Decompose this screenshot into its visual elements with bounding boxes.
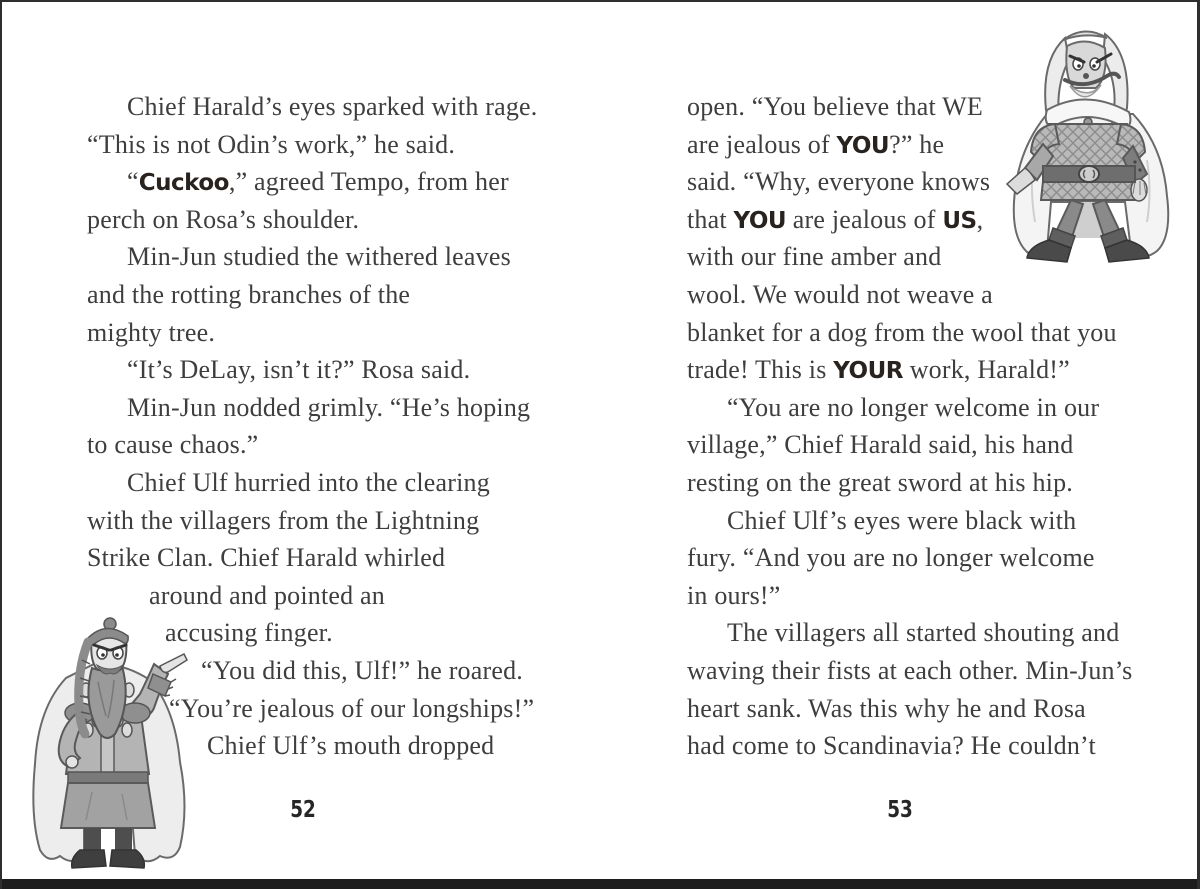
text-line: accusing finger. xyxy=(165,618,333,648)
text-line: Min-Jun nodded grimly. “He’s hoping xyxy=(127,392,531,422)
text-line: resting on the great sword at his hip. xyxy=(687,467,1073,497)
text-line: waving their fists at each other. Min-Jun’s xyxy=(687,655,1133,685)
text-line: had come to Scandinavia? He couldn’t xyxy=(687,731,1096,761)
page-number-left: 52 xyxy=(290,797,316,823)
text-line: mighty tree. xyxy=(87,317,216,347)
text-line: The villagers all started shouting and xyxy=(727,618,1120,648)
text-line: “This is not Odin’s work,” he said. xyxy=(87,129,456,159)
text-line: with our fine amber and xyxy=(687,242,942,272)
emphasis-word: US xyxy=(942,207,977,234)
text-line: around and pointed an xyxy=(149,580,385,610)
text-line: Chief Ulf’s mouth dropped xyxy=(207,731,495,761)
text-line: Min-Jun studied the withered leaves xyxy=(127,242,511,272)
text-line: “Cuckoo,” agreed Tempo, from her xyxy=(127,167,509,197)
text-line: “You are no longer welcome in our xyxy=(727,392,1100,422)
text-line: Strike Clan. Chief Harald whirled xyxy=(87,543,446,573)
text-line: wool. We would not weave a xyxy=(687,279,993,309)
page-number-right: 53 xyxy=(887,797,913,823)
text-line: “It’s DeLay, isn’t it?” Rosa said. xyxy=(127,355,471,385)
text-line: with the villagers from the Lightning xyxy=(87,505,480,535)
text-line: to cause chaos.” xyxy=(87,430,259,460)
emphasis-word: YOUR xyxy=(833,358,903,385)
emphasis-word: Cuckoo xyxy=(138,170,229,197)
emphasis-word: YOU xyxy=(836,132,890,159)
text-line: “You did this, Ulf!” he roared. xyxy=(201,655,523,685)
text-line: that YOU are jealous of US, xyxy=(687,204,984,234)
text-line: trade! This is YOUR work, Harald!” xyxy=(687,355,1070,385)
text-line: open. “You believe that WE xyxy=(687,92,983,121)
text-line: fury. “And you are no longer welcome xyxy=(687,543,1095,573)
text-line: blanket for a dog from the wool that you xyxy=(687,317,1117,347)
chief-harald-illustration xyxy=(22,612,190,874)
text-line: heart sank. Was this why he and Rosa xyxy=(687,693,1086,723)
text-line: in ours!” xyxy=(687,580,781,610)
text-line: said. “Why, everyone knows xyxy=(687,167,991,197)
text-line: Chief Ulf’s eyes were black with xyxy=(727,505,1077,535)
chief-ulf-illustration xyxy=(985,22,1192,270)
emphasis-word: YOU xyxy=(733,207,787,234)
text-line: “You’re jealous of our longships!” xyxy=(169,693,535,723)
text-line: Chief Harald’s eyes sparked with rage. xyxy=(127,92,538,121)
text-line: are jealous of YOU?” he xyxy=(687,129,945,159)
text-line: Chief Ulf hurried into the clearing xyxy=(127,467,490,497)
text-line: and the rotting branches of the xyxy=(87,279,411,309)
text-line: village,” Chief Harald said, his hand xyxy=(687,430,1074,460)
bottom-edge-bar xyxy=(2,879,1197,889)
text-line: perch on Rosa’s shoulder. xyxy=(87,204,360,234)
